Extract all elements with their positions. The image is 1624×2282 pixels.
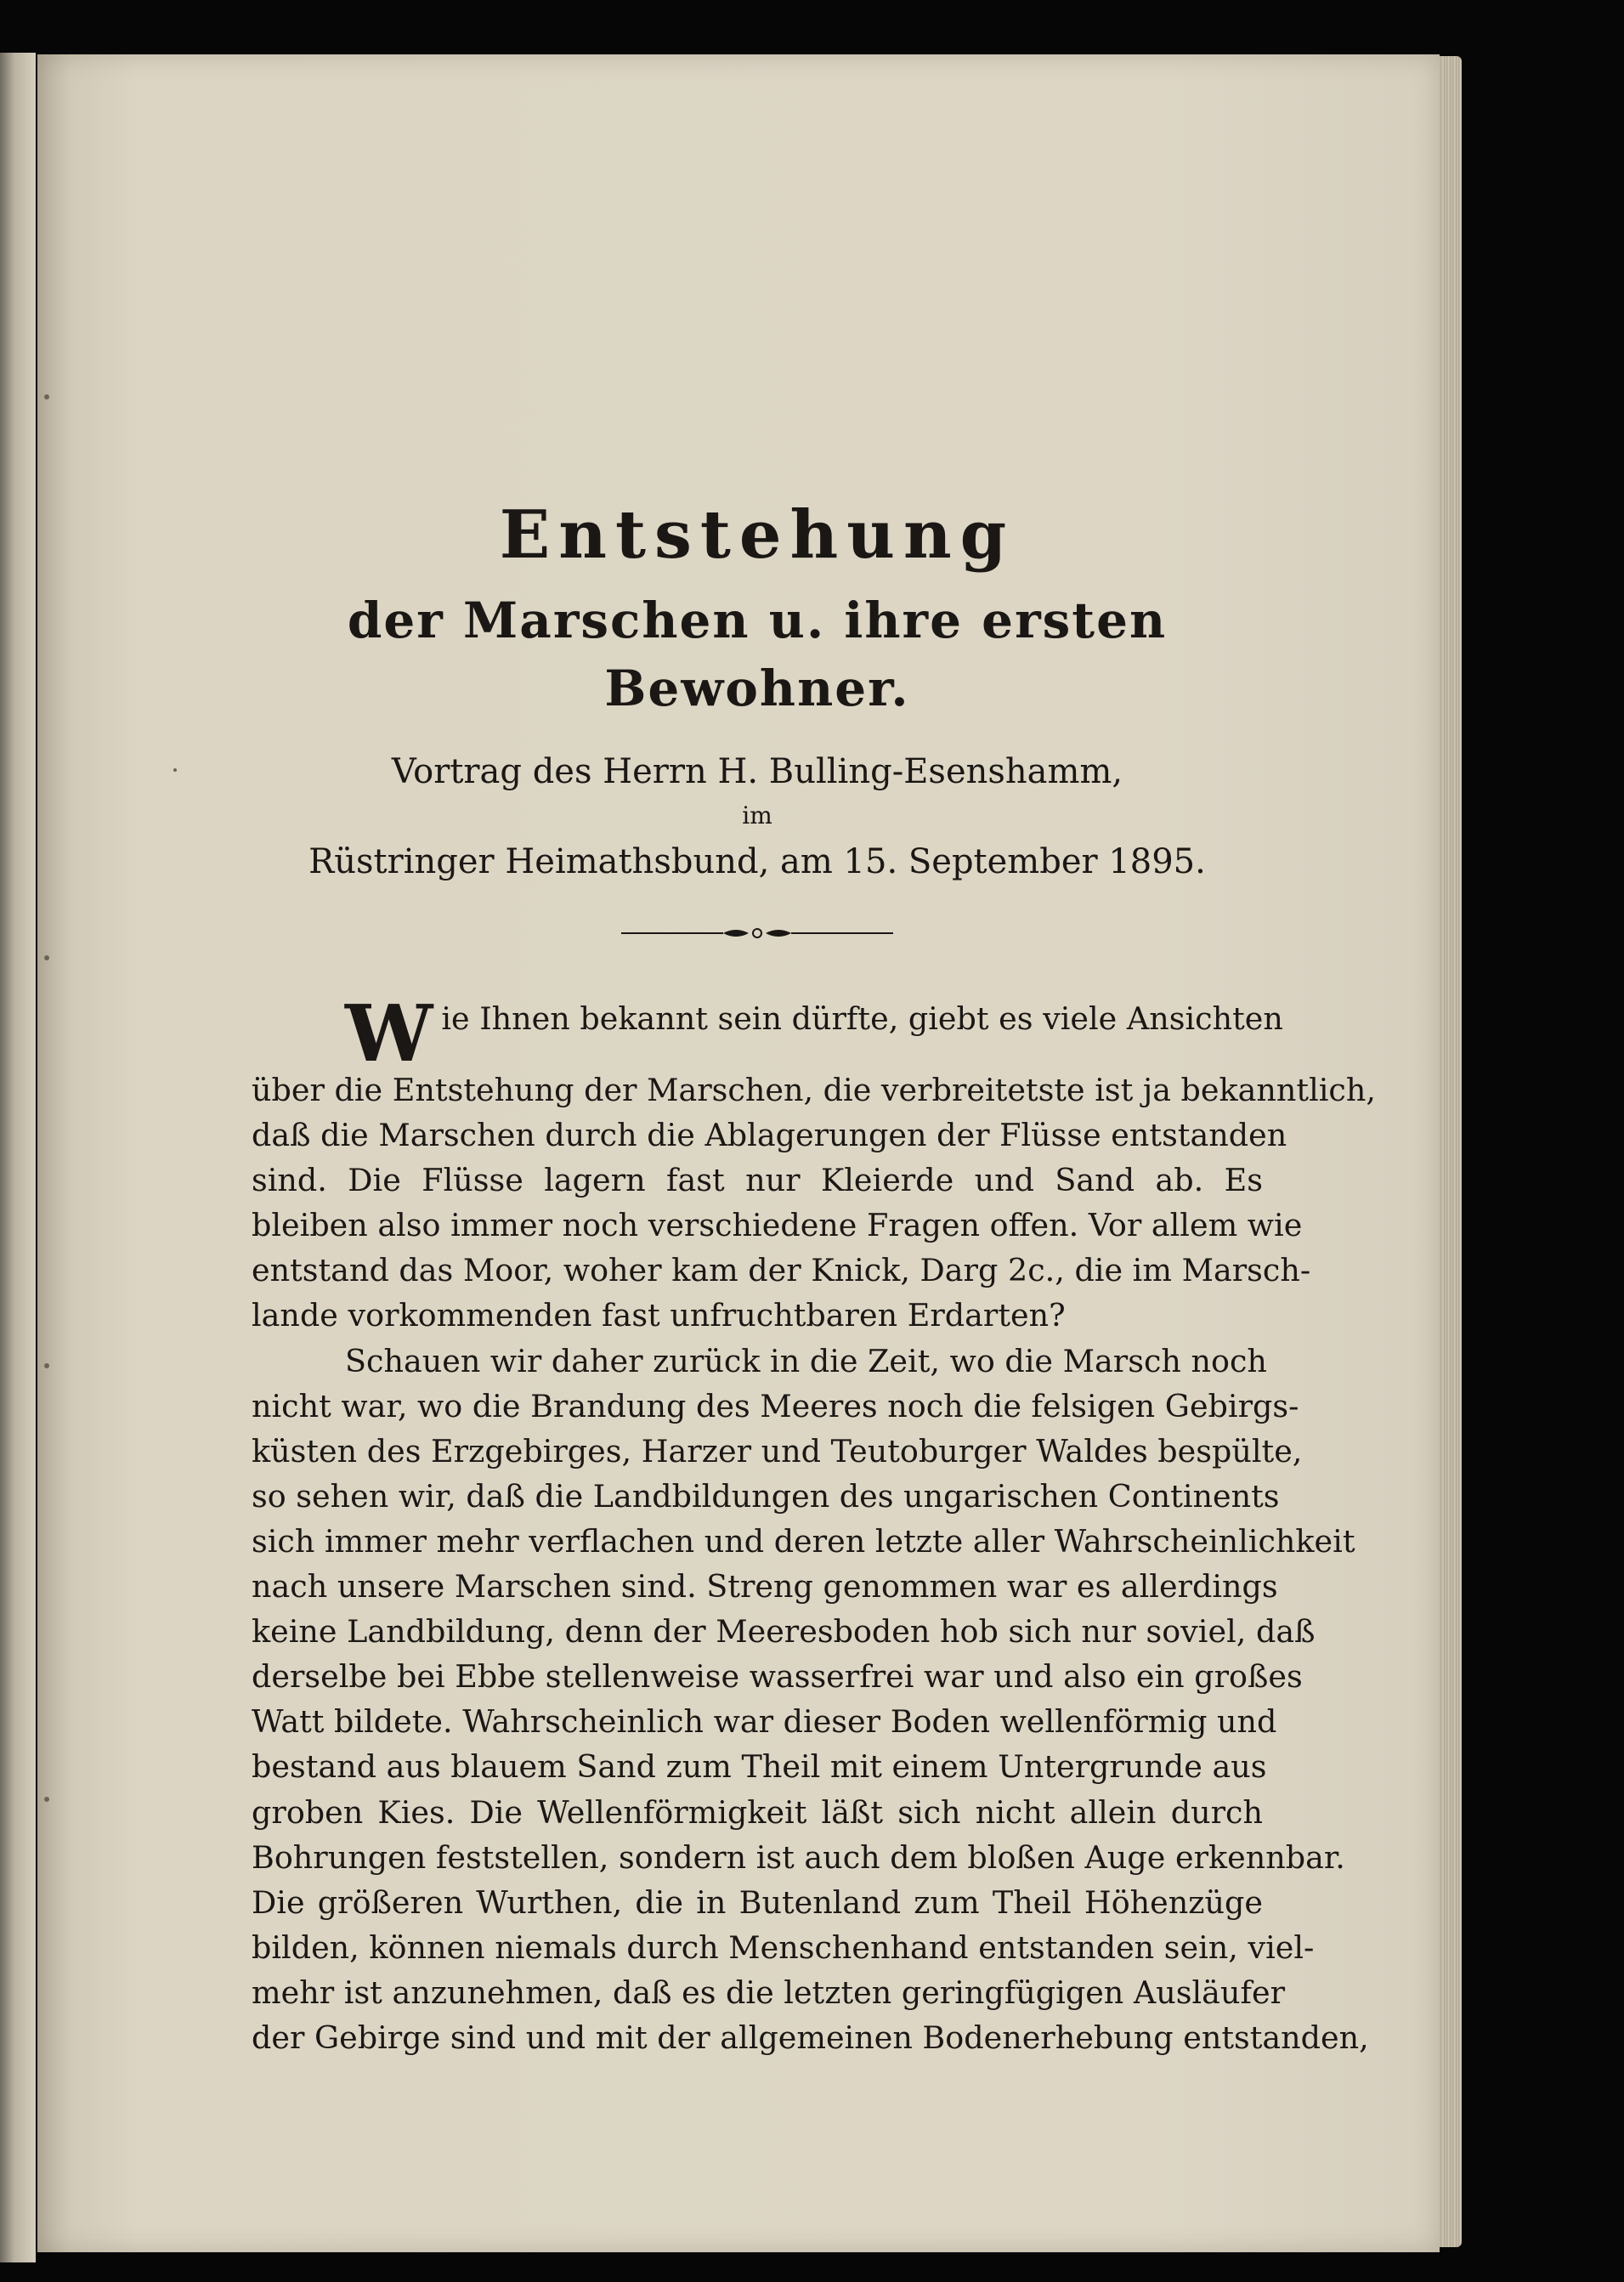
text-line: lande vorkommenden fast unfruchtbaren Erdarten? [252, 1297, 1066, 1334]
text-line: sind. Die Flüsse lagern fast nur Kleierde und Sand ab. Es [252, 1162, 1263, 1199]
text-line: bilden, können niemals durch Menschenhand entstanden sein, viel- [252, 1928, 1315, 1966]
text-line: der Gebirge sind und mit der allgemeinen Bodenerhebung entstanden, [252, 2019, 1369, 2056]
text-line: küsten des Erzgebirges, Harzer und Teutoburger Waldes bespülte, [252, 1432, 1303, 1469]
text-line: über die Entstehung der Marschen, die verbreitetste ist ja bekanntlich, [252, 1072, 1376, 1108]
gutter-mark [44, 1363, 49, 1368]
paragraph-1 [252, 988, 1376, 1339]
ornament-divider [621, 923, 893, 943]
text-line: Die größeren Wurthen, die in Butenland zum Theil Höhenzüge [252, 1883, 1263, 1921]
text-line: entstand das Moor, woher kam der Knick, Darg 2c., die im Marsch- [252, 1252, 1311, 1289]
text-line: Bohrungen feststellen, sondern ist auch dem bloßen Auge erkennbar. [252, 1838, 1345, 1876]
facing-page-edge [0, 53, 36, 2262]
text-line: nach unsere Marschen sind. Streng genommen war es allerdings [252, 1568, 1278, 1605]
text-line: derselbe bei Ebbe stellenweise wasserfrei war und also ein großes [252, 1658, 1303, 1696]
text-line: bestand aus blauem Sand zum Theil mit einem Untergrunde aus [252, 1748, 1267, 1786]
text-line: Schauen wir daher zurück in die Zeit, wo die Marsch noch [345, 1342, 1267, 1379]
gutter-mark [44, 394, 49, 399]
body-text [252, 988, 1376, 2060]
text-line: bleiben also immer noch verschiedene Fragen offen. Vor allem wie [252, 1207, 1303, 1244]
text-line: daß die Marschen durch die Ablagerungen der Flüsse entstanden [252, 1117, 1287, 1154]
drop-cap: W [345, 988, 433, 1079]
page-content [252, 493, 1376, 2060]
document-title: Entstehung [499, 496, 1016, 574]
text-line: so sehen wir, daß die Landbildungen des ungarischen Continents [252, 1477, 1280, 1515]
paragraph-2 [252, 1339, 1369, 2061]
text-line: ie Ihnen bekannt sein dürfte, giebt es viele Ansichten [441, 1000, 1283, 1037]
text-line: nicht war, wo die Brandung des Meeres noch die felsigen Gebirgs- [252, 1387, 1299, 1424]
gutter-mark [44, 955, 49, 960]
byline-im: im [742, 801, 772, 830]
text-line: Watt bildete. Wahrscheinlich war dieser Boden wellenförmig und [252, 1703, 1277, 1741]
gutter-mark [44, 1797, 49, 1802]
byline-author: Vortrag des Herrn H. Bulling-Esenshamm, [391, 752, 1123, 791]
paper-speck [173, 768, 177, 772]
document-subtitle: der Marschen u. ihre ersten Bewohner. [347, 592, 1168, 717]
text-line: keine Landbildung, denn der Meeresboden hob sich nur soviel, daß [252, 1613, 1316, 1651]
text-line: groben Kies. Die Wellenförmigkeit läßt sich nicht allein durch [252, 1793, 1263, 1831]
text-line: sich immer mehr verflachen und deren letzte aller Wahrscheinlichkeit [252, 1522, 1355, 1560]
byline-place-date: Rüstringer Heimathsbund, am 15. September 1895. [308, 842, 1206, 881]
text-line: mehr ist anzunehmen, daß es die letzten geringfügigen Ausläufer [252, 1973, 1286, 2011]
